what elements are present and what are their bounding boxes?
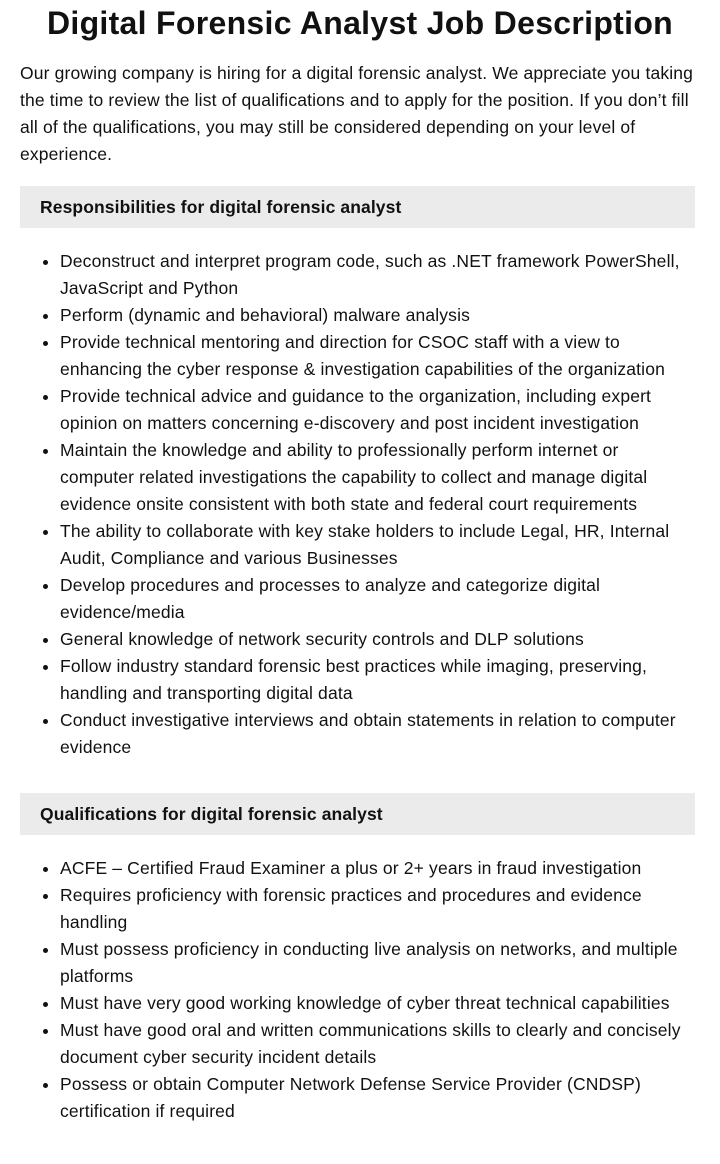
list-item: • Requires proficiency with forensic practices and procedures and evidence handling <box>60 882 695 936</box>
list-item: • Must have good oral and written communications skills to clearly and concisely document cyber security incident details <box>60 1017 695 1071</box>
responsibilities-heading: Responsibilities for digital forensic analyst <box>20 186 695 228</box>
list-item: • Provide technical advice and guidance to the organization, including expert opinion on matters concerning e-discovery and post incident investigation <box>60 383 695 437</box>
list-item: • Must have very good working knowledge of cyber threat technical capabilities <box>60 990 695 1017</box>
list-item: • ACFE – Certified Fraud Examiner a plus or 2+ years in fraud investigation <box>60 855 695 882</box>
list-item: • Provide technical mentoring and direction for CSOC staff with a view to enhancing the cyber response & investigation capabilities of the organization <box>60 329 695 383</box>
list-item: • Possess or obtain Computer Network Defense Service Provider (CNDSP) certification if required <box>60 1071 695 1125</box>
qualifications-list <box>20 855 695 1125</box>
list-item: • Perform (dynamic and behavioral) malware analysis <box>60 302 695 329</box>
list-item: • Deconstruct and interpret program code, such as .NET framework PowerShell, JavaScript and Python <box>60 248 695 302</box>
page-title: Digital Forensic Analyst Job Description <box>46 5 674 41</box>
responsibilities-list <box>20 248 695 761</box>
list-item: • Follow industry standard forensic best practices while imaging, preserving, handling and transporting digital data <box>60 653 695 707</box>
list-item: • Develop procedures and processes to analyze and categorize digital evidence/media <box>60 572 695 626</box>
list-item: • Must possess proficiency in conducting live analysis on networks, and multiple platforms <box>60 936 695 990</box>
list-item: • Conduct investigative interviews and obtain statements in relation to computer evidence <box>60 707 695 761</box>
list-item: • Maintain the knowledge and ability to professionally perform internet or computer related investigations the capability to collect and manage digital evidence onsite consistent with both state and federal court requirements <box>60 437 695 518</box>
list-item: • The ability to collaborate with key stake holders to include Legal, HR, Internal Audit, Compliance and various Businesses <box>60 518 695 572</box>
list-item: • General knowledge of network security controls and DLP solutions <box>60 626 695 653</box>
qualifications-heading: Qualifications for digital forensic analyst <box>20 793 695 835</box>
intro-paragraph: Our growing company is hiring for a digital forensic analyst. We appreciate you taking the time to review the list of qualifications and to apply for the position. If you don’t fill all of the qualifications, you may still be considered depending on your level of experience. <box>20 63 694 164</box>
